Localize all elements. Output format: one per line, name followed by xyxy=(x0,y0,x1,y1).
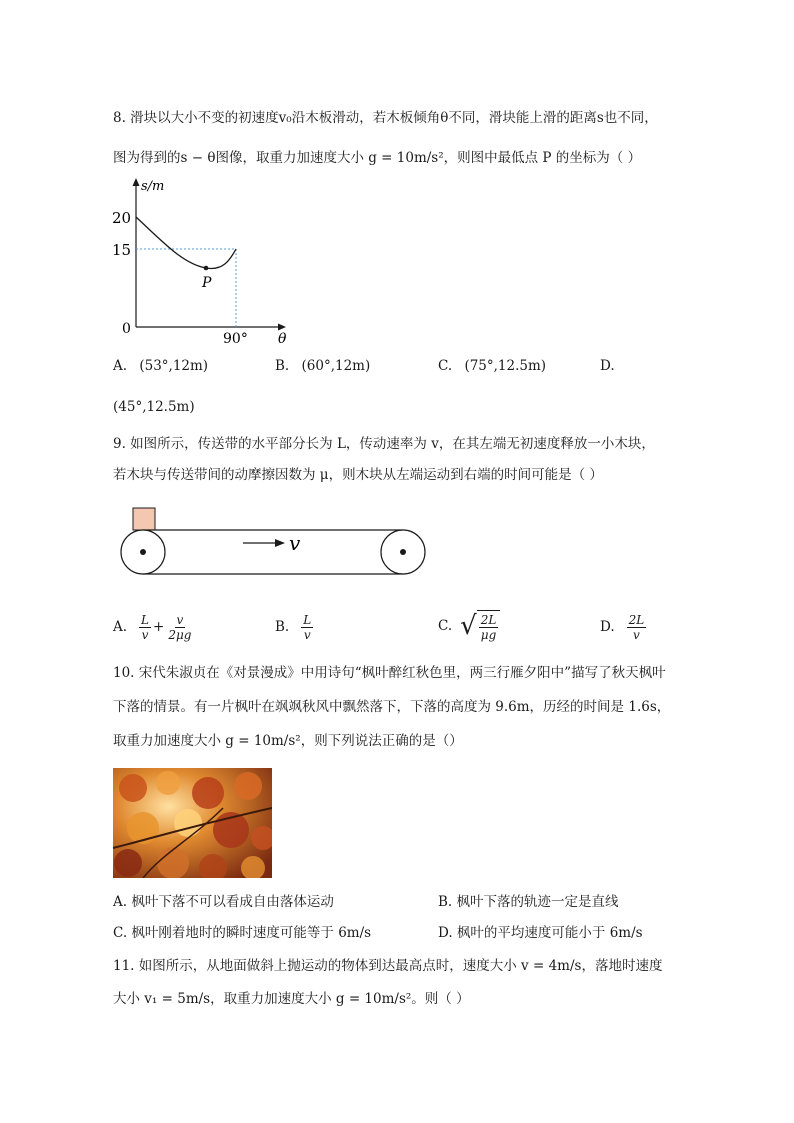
q8-option-a-value: (53°,12m) xyxy=(139,358,209,374)
q8-line1: 8. 滑块以大小不变的初速度v₀沿木板滑动，若木板倾角θ不同，滑块能上滑的距离s也不同， xyxy=(113,110,658,126)
q9-option-b[interactable] xyxy=(275,609,315,645)
wood-block xyxy=(133,508,155,530)
q9-line1: 9. 如图所示，传送带的水平部分长为 L，传动速率为 v，在其左端无初速度释放一小木块， xyxy=(113,436,655,452)
q9-option-c[interactable] xyxy=(438,604,500,648)
q8-option-c-letter: C. xyxy=(438,358,453,374)
q8-option-d-letter[interactable]: D. xyxy=(600,358,615,374)
q9-option-a[interactable] xyxy=(113,609,195,645)
q11-line2: 大小 v₁ = 5m/s，取重力加速度大小 g = 10m/s²。则（ ） xyxy=(113,991,470,1007)
q8-option-d-value: (45°,12.5m) xyxy=(113,399,195,415)
plus-sign: + xyxy=(153,619,165,635)
q11-line1: 11. 如图所示，从地面做斜上抛运动的物体到达最高点时，速度大小 v = 4m/s，落地时速度 xyxy=(113,958,663,974)
frac-num: 2L xyxy=(480,613,497,627)
q10-option-b[interactable]: B. 枫叶下落的轨迹一定是直线 xyxy=(438,894,619,910)
frac-den: μg xyxy=(480,628,497,642)
q8-option-a-letter: A. xyxy=(113,358,128,374)
frac-num: L xyxy=(141,612,150,627)
q9-option-a-letter: A. xyxy=(113,619,128,635)
q9-line2: 若木块与传送带间的动摩擦因数为 μ，则木块从左端运动到右端的时间可能是（ ） xyxy=(113,467,603,483)
q10-line2: 下落的情景。有一片枫叶在飒飒秋风中飘然落下，下落的高度为 9.6m，历经的时间是 1.6s， xyxy=(113,699,671,715)
q10-option-a[interactable]: A. 枫叶下落不可以看成自由落体运动 xyxy=(113,894,334,910)
graph-tick-20: 20 xyxy=(112,209,132,227)
q10-line3: 取重力加速度大小 g = 10m/s²，则下列说法正确的是（） xyxy=(113,733,463,749)
q9-conveyor-belt-diagram xyxy=(115,505,435,580)
graph-tick-15: 15 xyxy=(112,241,132,259)
graph-x-label: θ xyxy=(278,331,287,347)
maple-leaf-photo xyxy=(113,768,272,878)
graph-point-p: P xyxy=(202,275,212,291)
frac-den: v xyxy=(303,627,311,642)
q10-option-d[interactable]: D. 枫叶的平均速度可能小于 6m/s xyxy=(438,925,643,941)
q8-option-a[interactable] xyxy=(113,356,208,376)
q9-option-d-letter: D. xyxy=(600,619,615,635)
q8-s-theta-graph xyxy=(108,172,298,352)
frac-den: v xyxy=(633,627,640,642)
frac-num: L xyxy=(303,612,312,627)
q9-option-d[interactable] xyxy=(600,609,648,645)
graph-y-label: s/m xyxy=(141,179,165,194)
frac-num: 2L xyxy=(628,612,645,627)
q8-option-b-letter: B. xyxy=(275,358,290,374)
frac-den: v xyxy=(141,627,149,642)
q8-option-c[interactable] xyxy=(438,356,546,376)
q8-line2: 图为得到的s − θ图像，取重力加速度大小 g = 10m/s²，则图中最低点 P 的坐标为（ ） xyxy=(113,150,642,166)
q8-option-b[interactable] xyxy=(275,356,370,376)
q10-line1: 10. 宋代朱淑贞在《对景漫成》中用诗句“枫叶醉红秋色里，两三行雁夕阳中”描写了秋天枫叶 xyxy=(113,665,666,681)
q8-option-b-value: (60°,12m) xyxy=(301,358,371,374)
graph-tick-0: 0 xyxy=(122,321,131,337)
q9-option-c-letter: C. xyxy=(438,618,453,634)
graph-tick-90: 90° xyxy=(223,331,248,347)
frac-den: 2μg xyxy=(168,627,192,642)
sqrt-symbol: √ $\frac{2L}{\mu g}$ xyxy=(460,610,500,642)
frac-num: v xyxy=(176,612,184,627)
belt-speed-label: v xyxy=(289,531,301,555)
q8-option-c-value: (75°,12.5m) xyxy=(464,358,547,374)
q10-option-c[interactable]: C. 枫叶刚着地时的瞬时速度可能等于 6m/s xyxy=(113,925,372,941)
q9-option-b-letter: B. xyxy=(275,619,290,635)
